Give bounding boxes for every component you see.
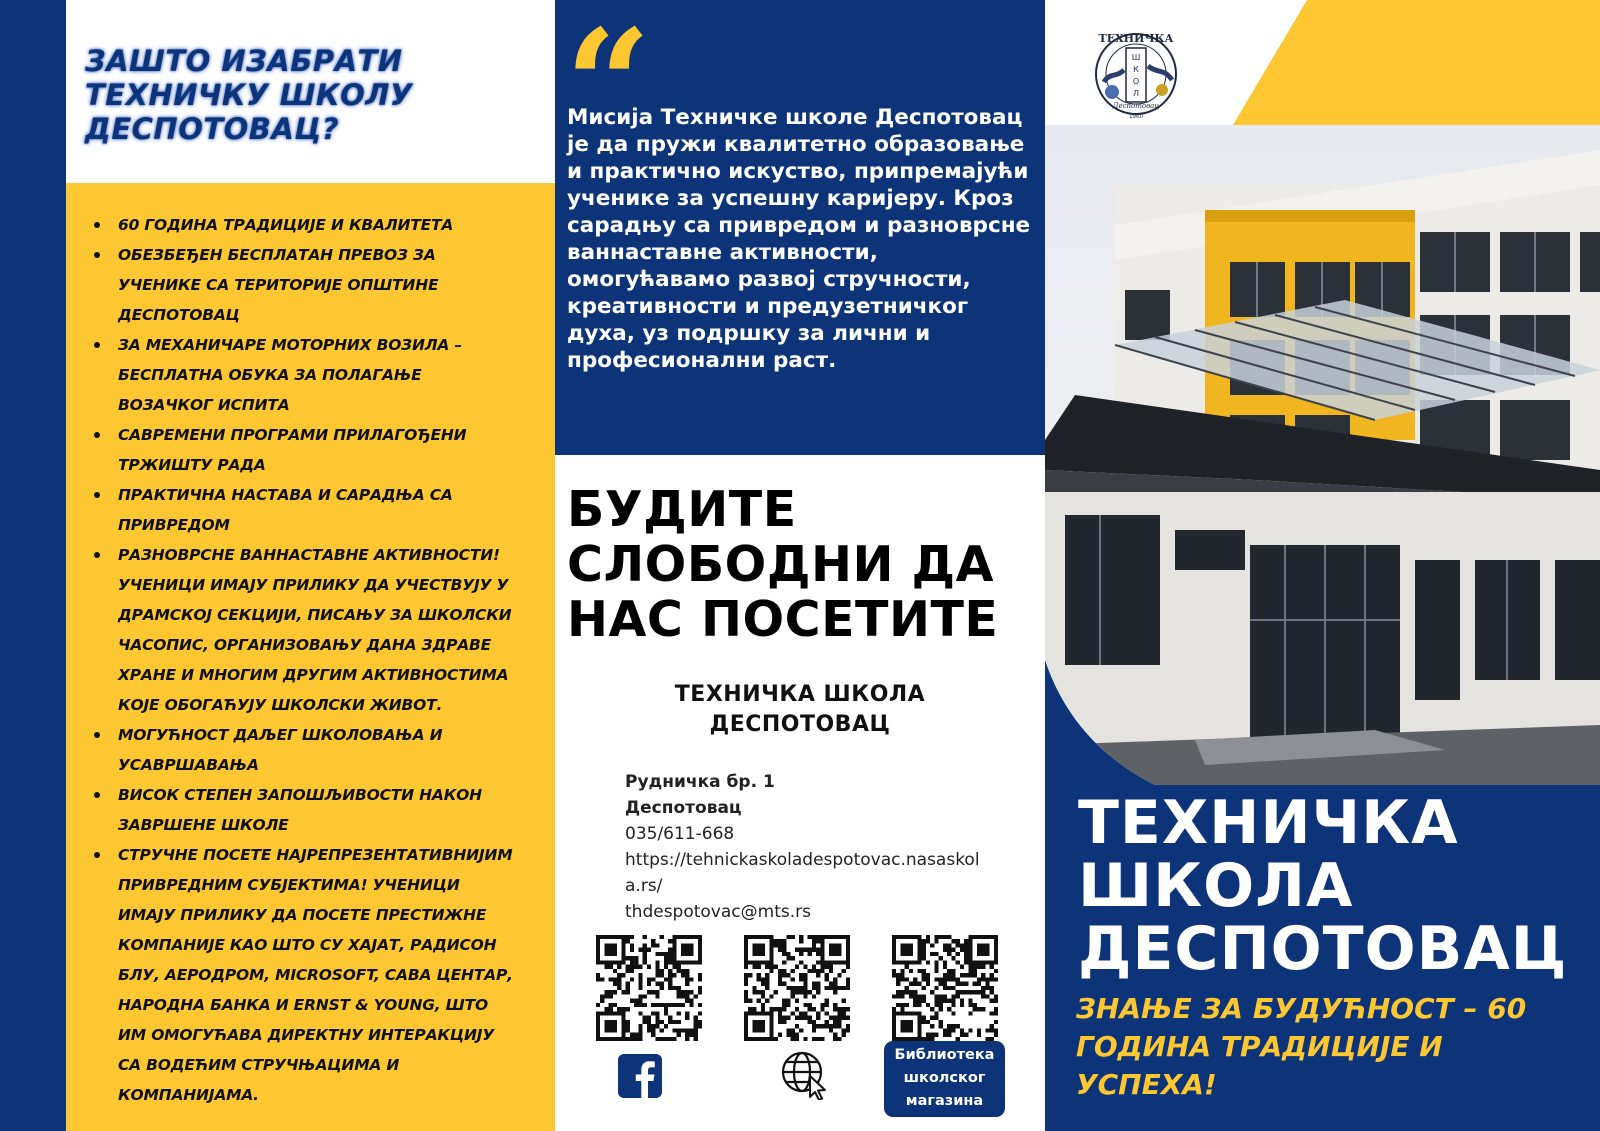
svg-text:Деспотовац: Деспотовац	[1112, 102, 1160, 110]
list-item	[94, 420, 514, 480]
svg-text:К: К	[1133, 65, 1139, 74]
list-item	[94, 330, 514, 420]
why-choose-title: ЗАШТО ИЗАБРАТИ ТЕХНИЧКУ ШКОЛУ ДЕСПОТОВАЦ?	[85, 44, 413, 146]
contact-phone[interactable]: 035/611-668	[625, 824, 735, 844]
svg-text:Л: Л	[1132, 89, 1140, 98]
left-panel-navy-strip	[0, 0, 66, 1131]
list-item-text: 60 ГОДИНА ТРАДИЦИЈЕ И КВАЛИТЕТА	[118, 216, 454, 234]
list-item-text: ПРАКТИЧНА НАСТАВА И САРАДЊА СА ПРИВРЕДОМ	[118, 486, 453, 534]
list-item-text: РАЗНОВРСНЕ ВАННАСТАВНЕ АКТИВНОСТИ! УЧЕНИЦИ ИМАЈУ ПРИЛИКУ ДА УЧЕСТВУЈУ У ДРАМСКОЈ СЕКЦИЈИ, ПИСАЊУ ЗА ШКОЛСКИ ЧАСОПИС, ОРГАНИЗОВАЊУ ДАНА ЗДРАВЕ ХРАНЕ И МНОГИМ ДРУГИМ АКТИВНОСТИМА КОЈЕ ОБОГАЋУЈУ ШКОЛСКИ ЖИВОТ.	[118, 546, 512, 714]
school-name-text: ТЕХНИЧКА ШКОЛА ДЕСПОТОВАЦ	[674, 682, 926, 737]
hero-title: ТЕХНИЧКА ШКОЛА ДЕСПОТОВАЦ	[1078, 788, 1568, 984]
school-logo-icon	[1080, 22, 1192, 122]
bullet-icon	[94, 792, 100, 798]
contact-street: Рудничка бр. 1	[625, 772, 775, 792]
qr-code-icon[interactable]	[892, 935, 998, 1041]
svg-text:1960: 1960	[1129, 114, 1143, 120]
list-item-text: ЗА МЕХАНИЧАРЕ МОТОРНИХ ВОЗИЛА – БЕСПЛАТНА ОБУКА ЗА ПОЛАГАЊЕ ВОЗАЧКОГ ИСПИТА	[118, 336, 462, 414]
contact-block	[625, 769, 985, 925]
bullet-icon	[94, 852, 100, 858]
bullet-icon	[94, 492, 100, 498]
contact-city: Деспотовац	[625, 798, 742, 818]
list-item	[94, 480, 514, 540]
list-item	[94, 720, 514, 780]
list-item-text: САВРЕМЕНИ ПРОГРАМИ ПРИЛАГОЂЕНИ ТРЖИШТУ РАДА	[118, 426, 467, 474]
school-name	[555, 680, 1045, 740]
bullet-icon	[94, 432, 100, 438]
bullet-icon	[94, 252, 100, 258]
benefits-list	[94, 210, 514, 1110]
svg-text:О: О	[1132, 77, 1140, 86]
mission-text: Мисија Техничке школе Деспотовац је да пружи квалитетно образовање и практично искуство, припремајући ученике за успешну каријеру. Кроз сарадњу са привредом и разноврсне ваннаставне активности, омогућавамо развој стручности, креативности и предузетничког духа, уз подршку за лични и професионални раст.	[567, 105, 1031, 373]
visit-heading: БУДИТЕ СЛОБОДНИ ДА НАС ПОСЕТИТЕ	[567, 481, 999, 648]
bullet-icon	[94, 342, 100, 348]
globe-icon[interactable]	[780, 1050, 832, 1100]
facebook-icon[interactable]	[618, 1054, 662, 1098]
list-item-text: ОБЕЗБЕЂЕН БЕСПЛАТАН ПРЕВОЗ ЗА УЧЕНИКЕ СА ТЕРИТОРИЈЕ ОПШТИНЕ ДЕСПОТОВАЦ	[118, 246, 439, 324]
library-badge[interactable]: Библиотека школског магазина	[884, 1041, 1005, 1117]
list-item	[94, 840, 514, 1110]
list-item	[94, 780, 514, 840]
hero-subtitle: ЗНАЊЕ ЗА БУДУЋНОСТ – 60 ГОДИНА ТРАДИЦИЈЕ И УСПЕХА!	[1076, 992, 1527, 1101]
svg-text:ТЕХНИЧКА: ТЕХНИЧКА	[1098, 32, 1174, 45]
list-item	[94, 210, 514, 240]
list-item-text: МОГУЋНОСТ ДАЉЕГ ШКОЛОВАЊА И УСАВРШАВАЊА	[118, 726, 443, 774]
contact-email[interactable]: thdespotovac@mts.rs	[625, 902, 811, 922]
bullet-icon	[94, 732, 100, 738]
list-item-text: ВИСОК СТЕПЕН ЗАПОШЉИВОСТИ НАКОН ЗАВРШЕНЕ ШКОЛЕ	[118, 786, 482, 834]
list-item-text: СТРУЧНЕ ПОСЕТЕ НАЈРЕПРЕЗЕНТАТИВНИЈИМ ПРИВРЕДНИМ СУБЈЕКТИМА! УЧЕНИЦИ ИМАЈУ ПРИЛИКУ ДА ПОСЕТЕ ПРЕСТИЖНЕ КОМПАНИЈЕ КАО ШТО СУ ХАЈАТ, РАДИСОН БЛУ, АЕРОДРОМ, MICROSOFT, САВА ЦЕНТАР, НАРОДНА БАНКА И ERNST & YOUNG, ШТО ИМ ОМОГУЋАВА ДИРЕКТНУ ИНТЕРАКЦИЈУ СА ВОДЕЋИМ СТРУЧЊАЦИМА И КОМПАНИЈАМА.	[118, 846, 513, 1104]
qr-code-icon[interactable]	[596, 935, 702, 1041]
bullet-icon	[94, 552, 100, 558]
svg-text:Ш: Ш	[1131, 53, 1141, 62]
quote-icon: “	[565, 0, 652, 173]
contact-website[interactable]: https://tehnickaskoladespotovac.nasaskola.rs/	[625, 850, 980, 896]
bullet-icon	[94, 222, 100, 228]
list-item	[94, 240, 514, 330]
list-item	[94, 540, 514, 720]
qr-code-icon[interactable]	[744, 935, 850, 1041]
